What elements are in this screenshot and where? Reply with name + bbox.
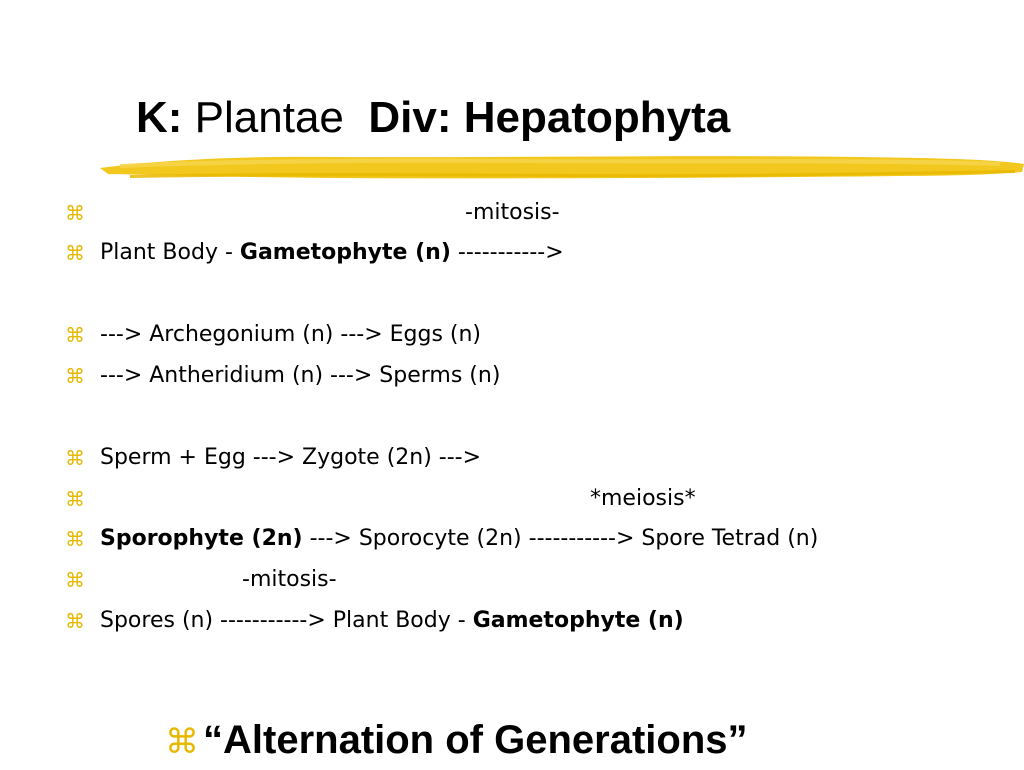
command-bullet-icon: ⌘ bbox=[65, 364, 85, 388]
footer-text: “Alternation of Generations” bbox=[203, 718, 748, 762]
list-item bbox=[0, 443, 1000, 473]
line-mitosis-bottom: -mitosis- bbox=[242, 567, 337, 592]
slide-title bbox=[136, 90, 730, 146]
list-item bbox=[0, 565, 1000, 595]
yellow-brush-stroke-divider bbox=[100, 148, 1024, 188]
line-meiosis: *meiosis* bbox=[590, 486, 696, 511]
command-bullet-icon: ⌘ bbox=[65, 487, 85, 511]
line-plant-body: Plant Body - Gametophyte (n) -----------> bbox=[100, 240, 564, 265]
command-bullet-icon: ⌘ bbox=[65, 446, 85, 470]
command-bullet-icon: ⌘ bbox=[65, 609, 85, 633]
command-bullet-icon: ⌘ bbox=[65, 241, 85, 265]
line-sperm-egg: Sperm + Egg ---> Zygote (2n) ---> bbox=[100, 445, 482, 470]
line-antheridium: ---> Antheridium (n) ---> Sperms (n) bbox=[100, 363, 501, 388]
command-bullet-icon: ⌘ bbox=[65, 201, 85, 225]
list-item bbox=[0, 524, 1000, 554]
line-archegonium: ---> Archegonium (n) ---> Eggs (n) bbox=[100, 322, 482, 347]
command-bullet-icon: ⌘ bbox=[65, 323, 85, 347]
list-item bbox=[0, 361, 1000, 391]
title-div-label: Div: bbox=[368, 93, 452, 142]
list-item bbox=[0, 606, 1000, 636]
command-bullet-icon: ⌘ bbox=[65, 568, 85, 592]
list-item bbox=[0, 484, 1000, 514]
title-k-label: K: bbox=[136, 93, 183, 142]
command-bullet-icon: ⌘ bbox=[65, 527, 85, 551]
list-item bbox=[0, 198, 1000, 228]
list-item bbox=[0, 238, 1000, 268]
sporophyte-label: Sporophyte (2n) bbox=[100, 526, 303, 551]
line-spores: Spores (n) -----------> Plant Body - Gametophyte (n) bbox=[100, 608, 684, 633]
gametophyte-label: Gametophyte (n) bbox=[239, 240, 451, 265]
footer-heading bbox=[165, 712, 748, 770]
title-div-value: Hepatophyta bbox=[463, 93, 731, 142]
line-mitosis-top: -mitosis- bbox=[465, 200, 560, 225]
line-sporophyte: Sporophyte (2n) ---> Sporocyte (2n) -----------> Spore Tetrad (n) bbox=[100, 526, 819, 551]
title-k-value: Plantae bbox=[194, 93, 344, 142]
command-bullet-icon: ⌘ bbox=[165, 723, 199, 761]
gametophyte-label-2: Gametophyte (n) bbox=[472, 608, 684, 633]
list-item bbox=[0, 320, 1000, 350]
